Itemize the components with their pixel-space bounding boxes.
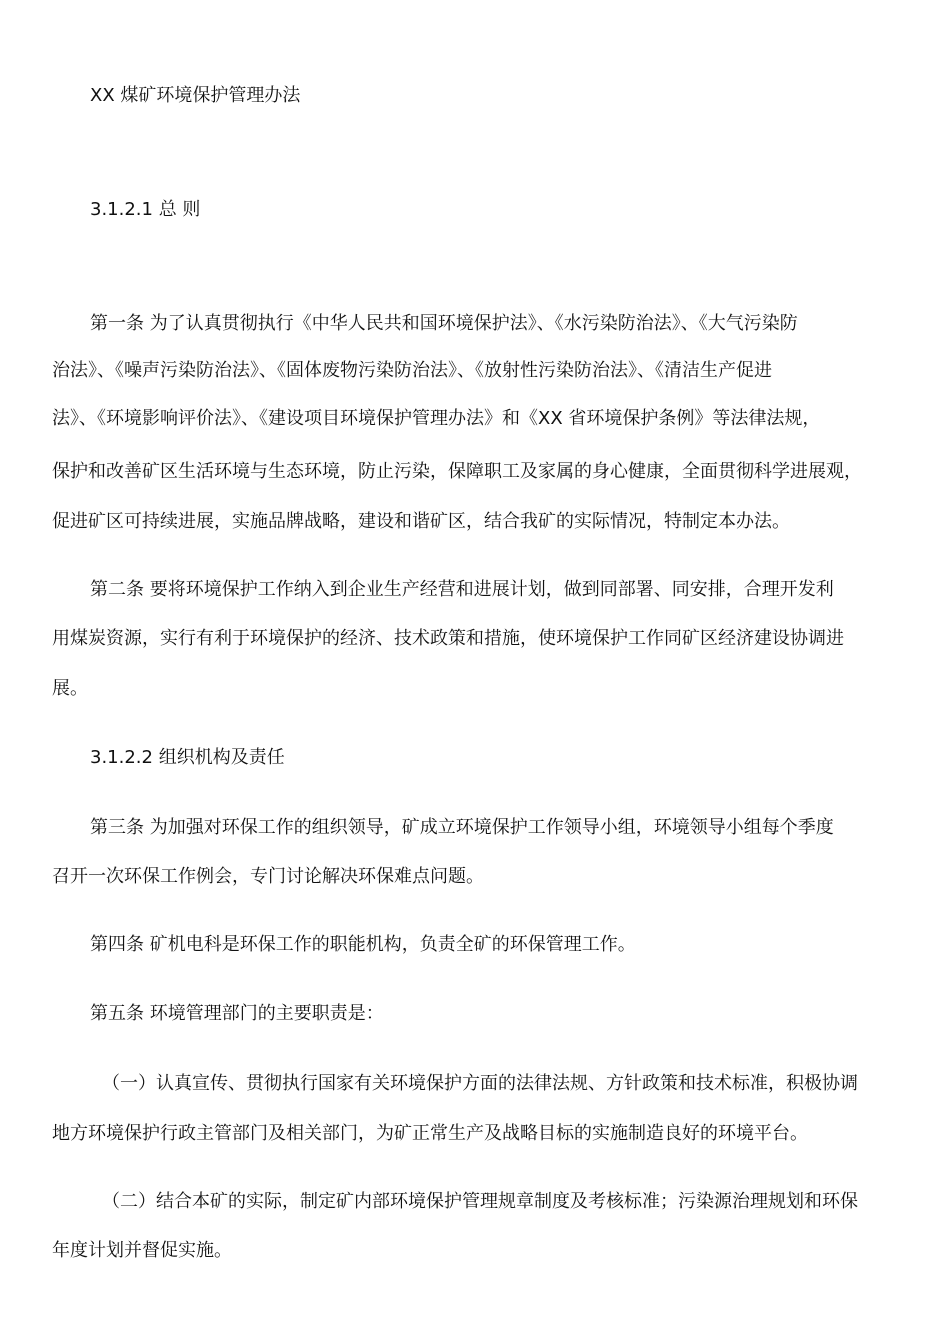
article-2-line-2: 用煤炭资源，实行有利于环境保护的经济、技术政策和措施，使环境保护工作同矿区经济建设协调进: [52, 628, 844, 649]
article-2-line-1: 第二条 要将环境保护工作纳入到企业生产经营和进展计划，做到同部署、同安排，合理开发利: [90, 579, 834, 600]
item-1-line-1: （一）认真宣传、贯彻执行国家有关环境保护方面的法律法规、方针政策和技术标准，积极协调: [102, 1073, 858, 1094]
article-4: 第四条 矿机电科是环保工作的职能机构，负责全矿的环保管理工作。: [90, 934, 636, 955]
section-heading-organization: 3.1.2.2 组织机构及责任: [90, 747, 285, 768]
article-1-line-2: 治法》、《噪声污染防治法》、《固体废物污染防治法》、《放射性污染防治法》、《清洁生产促进: [52, 360, 772, 381]
item-2-line-2: 年度计划并督促实施。: [52, 1240, 232, 1261]
article-1-line-5: 促进矿区可持续进展，实施品牌战略，建设和谐矿区，结合我矿的实际情况，特制定本办法。: [52, 511, 790, 532]
item-1-line-2: 地方环境保护行政主管部门及相关部门，为矿正常生产及战略目标的实施制造良好的环境平台。: [52, 1123, 808, 1144]
article-1-line-1: 第一条 为了认真贯彻执行《中华人民共和国环境保护法》、《水污染防治法》、《大气污染防: [90, 313, 798, 334]
document-title: XX 煤矿环境保护管理办法: [90, 85, 301, 106]
article-1-line-4: 保护和改善矿区生活环境与生态环境，防止污染，保障职工及家属的身心健康，全面贯彻科学进展观，: [52, 461, 862, 482]
section-heading-general: 3.1.2.1 总 则: [90, 199, 201, 220]
article-3-line-1: 第三条 为加强对环保工作的组织领导，矿成立环境保护工作领导小组，环境领导小组每个季度: [90, 817, 834, 838]
item-2-line-1: （二）结合本矿的实际，制定矿内部环境保护管理规章制度及考核标准；污染源治理规划和环保: [102, 1191, 858, 1212]
article-5: 第五条 环境管理部门的主要职责是：: [90, 1003, 384, 1024]
article-1-line-3: 法》、《环境影响评价法》、《建设项目环境保护管理办法》和《XX 省环境保护条例》等法律法规，: [52, 408, 821, 429]
article-2-line-3: 展。: [52, 678, 88, 699]
article-3-line-2: 召开一次环保工作例会，专门讨论解决环保难点问题。: [52, 866, 484, 887]
